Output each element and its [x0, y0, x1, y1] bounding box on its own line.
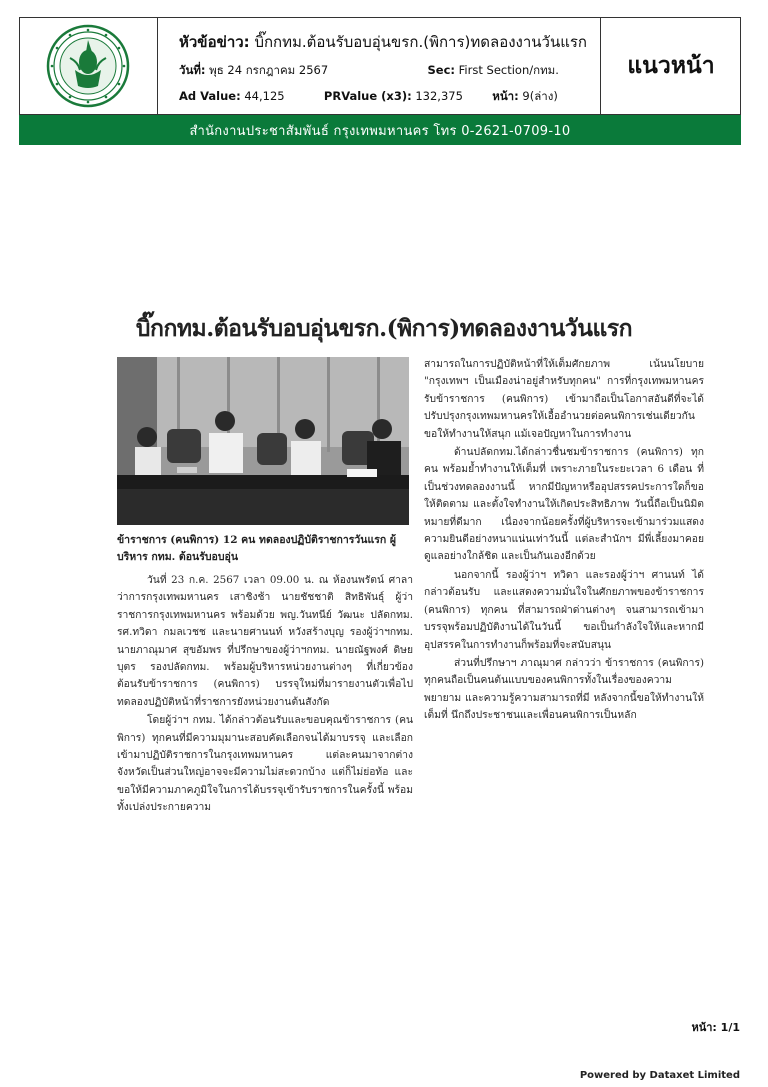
date-row [179, 62, 559, 80]
headline-value: บิ๊กกทม.ต้อนรับอบอุ่นขรก.(พิการ)ทดลองงานวันแรก [254, 33, 588, 51]
paragraph: สามารถในการปฏิบัติหน้าที่ให้เต็มศักยภาพ เน้นนโยบาย "กรุงเทพฯ เป็นเมืองน่าอยู่สำหรับทุกคน" การที่กรุงเทพมหานครรับข้าราชการ (คนพิการ) เข้ามาถือเป็นโอกาสอันดีที่จะได้ปรับปรุงกรุงเทพมหานครให้เอื้ออำนวยต่อคนพิการเช่นเดียวกัน ขอให้ทำงานให้สนุก แม้เจอปัญหาในการทำงาน [424, 358, 704, 440]
bma-seal-icon [20, 18, 157, 114]
sec-label: Sec: [427, 63, 455, 77]
ad-value: 44,125 [244, 89, 285, 103]
date-value: พุธ 24 กรกฎาคม 2567 [209, 63, 329, 77]
bma-logo [20, 18, 158, 114]
paragraph: ส่วนที่ปรึกษาฯ ภาณุมาศ กล่าวว่า ข้าราชการ (คนพิการ) ทุกคนถือเป็นคนต้นแบบของคนพิการทั้งในเรื่องของความพยายาม และความรู้ความสามารถที่มี หลังจากนี้ขอให้ทำงานให้เต็มที่ นึกถึงประชาชนและเพื่อนคนพิการเป็นหลัก [424, 656, 704, 722]
header-box [19, 17, 741, 115]
ad-label: Ad Value: [179, 89, 241, 103]
page-indicator: หน้า: 1/1 [691, 1021, 740, 1034]
date-label: วันที่: [179, 63, 206, 77]
paragraph: ด้านปลัดกทม.ได้กล่าวชื่นชมข้าราชการ (คนพิการ) ทุกคน พร้อมย้ำทำงานให้เต็มที่ เพราะภายในระยะเวลา 6 เดือน ที่เป็นช่วงทดลองงานนี้ หากมีปัญหาหรืออุปสรรคประการใดก็ขอให้ติดตาม และตั้งใจทำงานให้เกิดประสิทธิภาพ วันนี้ถือเป็นนิมิตหมายที่ดีมาก เนื่องจากน้อยครั้งที่ผู้บริหารจะเข้ามาร่วมแสดงความยินดีอย่างหนาแน่นเท่าวันนี้ แต่ละสำนักฯ มีพี่เลี้ยงมาคอยดูแลอย่างใกล้ชิด และเป็นกันเองอีกด้วย [424, 446, 704, 563]
value-row [179, 88, 558, 106]
headline-label: หัวข้อข่าว: [179, 33, 250, 51]
paragraph: นอกจากนี้ รองผู้ว่าฯ ทวิดา และรองผู้ว่าฯ ศานนท์ ได้กล่าวต้อนรับ และแสดงความมั่นใจในศักยภาพของข้าราชการ (คนพิการ) ทุกคน ที่สามารถฝ่าด่านต่างๆ จนสามารถเข้ามาบรรจุพร้อมปฏิบัติงานได้ในวันนี้ ขอเป็นกำลังใจให้และหากมีอุปสรรคในการทำงานก็พร้อมที่จะสนับสนุน [424, 568, 704, 651]
article-title: บิ๊กกทม.ต้อนรับอบอุ่นขรก.(พิการ)ทดลองงานวันแรก [135, 315, 633, 342]
page-label: หน้า: [492, 89, 519, 103]
paragraph: วันที่ 23 ก.ค. 2567 เวลา 09.00 น. ณ ห้องนพรัตน์ ศาลาว่าการกรุงเทพมหานคร เสาชิงช้า นายชัชชาติ สิทธิพันธุ์ ผู้ว่าราชการกรุงเทพมหานคร พร้อมด้วย พญ.วันทนีย์ วัฒนะ ปลัดกทม. รศ.ทวิดา กมลเวชช และนายศานนท์ หวังสร้างบุญ รองผู้ว่าฯกทม. นายภาณุมาศ สุขอัมพร ที่ปรึกษาของผู้ว่าฯกทม. นายณัฐพงศ์ ดิษยบุตร รองปลัดกทม. พร้อมผู้บริหารหน่วยงานต่างๆ ที่เกี่ยวข้อง ต้อนรับข้าราชการ (คนพิการ) บรรจุใหม่ที่มารายงานตัวเพื่อไปทดลองปฏิบัติหน้าที่ราชการยังหน่วยงานต้นสังกัด [117, 574, 413, 708]
newspaper-name-cell [600, 18, 741, 114]
clipping-header [19, 17, 741, 145]
pr-label: PRValue (x3): [323, 89, 412, 103]
headline-row [179, 30, 587, 54]
article-photo [117, 357, 409, 525]
page-value: 9(ล่าง) [522, 89, 558, 103]
meeting-photo-icon [117, 357, 409, 525]
office-contact-bar: สำนักงานประชาสัมพันธ์ กรุงเทพมหานคร โทร 0-2621-0709-10 [19, 115, 741, 145]
article-column-2 [424, 356, 704, 726]
newspaper-name: แนวหน้า [627, 53, 715, 79]
powered-by-text: Powered by Dataxet Limited [579, 1070, 740, 1081]
pr-value: 132,375 [415, 89, 463, 103]
paragraph: โดยผู้ว่าฯ กทม. ได้กล่าวต้อนรับและขอบคุณข้าราชการ (คนพิการ) ทุกคนที่มีความมุมานะสอบคัดเลือกจนได้มาบรรจุ และเลือกเข้ามาปฏิบัติราชการในกรุงเทพมหานคร แต่ละคนมาจากต่างจังหวัดเป็นส่วนใหญ่อาจจะมีความไม่สะดวกบ้าง แต่ก็ไม่ย่อท้อ และขอให้มีความภาคภูมิใจในการได้บรรจุเข้ารับราชการในครั้งนี้ พร้อมทั้งเปล่งประกายความ [117, 714, 413, 814]
article-column-1 [117, 572, 413, 818]
photo-caption: ข้าราชการ (คนพิการ) 12 คน ทดลองปฏิบัติราชการวันแรก ผู้บริหาร กทม. ต้อนรับอบอุ่น [117, 534, 397, 563]
clipping-info [157, 18, 600, 114]
sec-value: First Section/กทม. [458, 63, 559, 77]
